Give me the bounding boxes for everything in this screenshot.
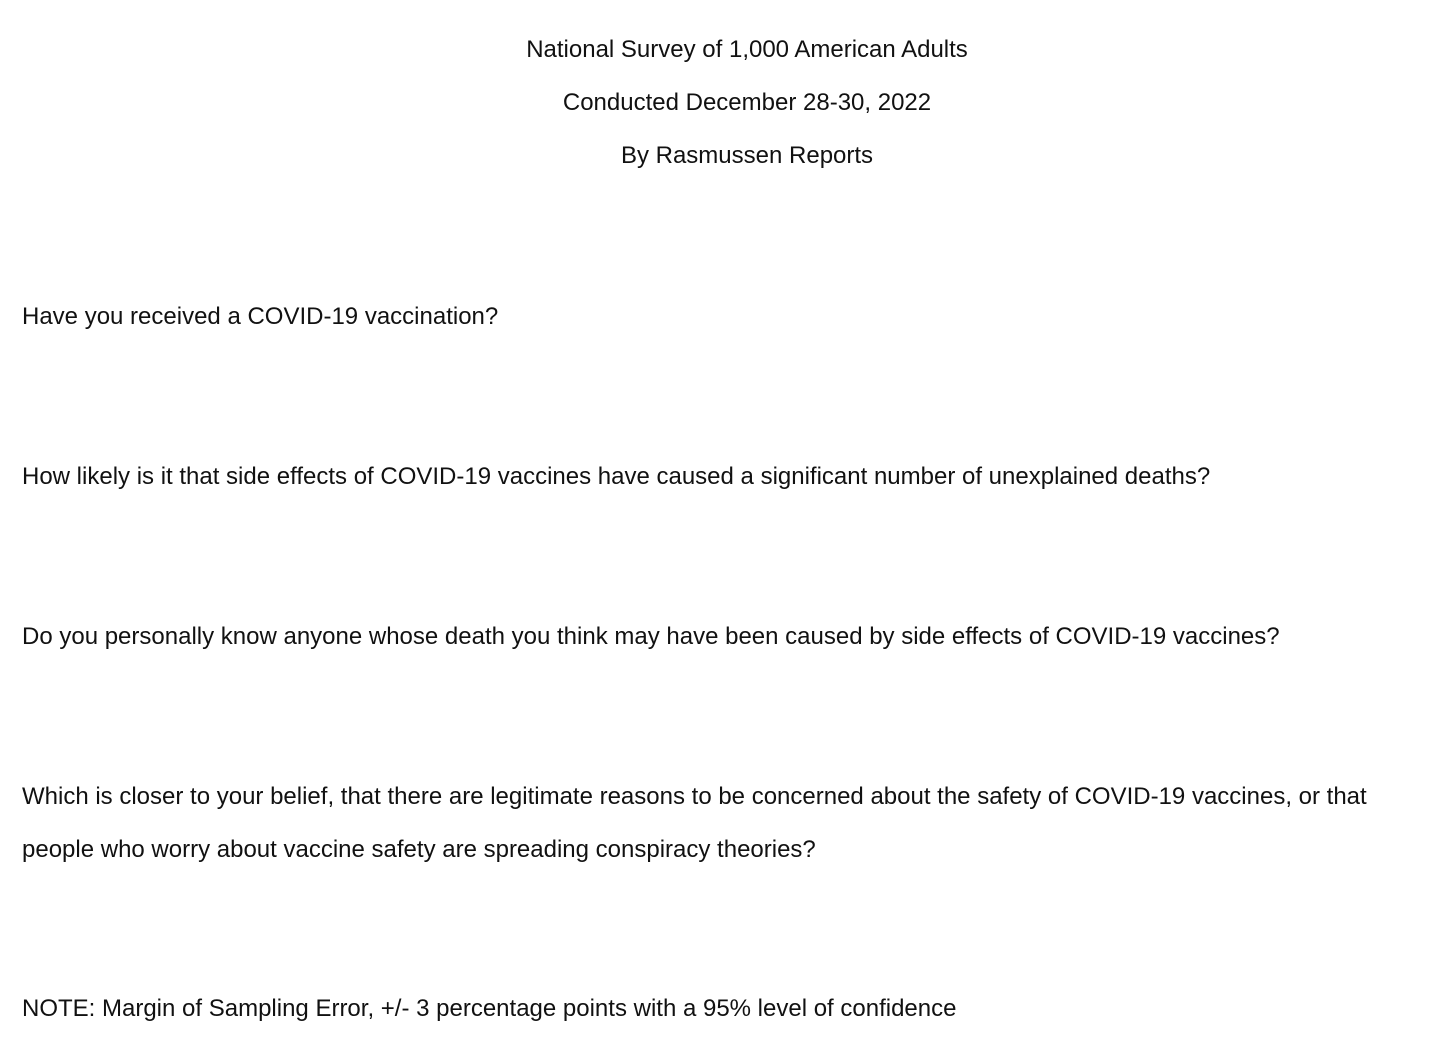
sampling-error-note: NOTE: Margin of Sampling Error, +/- 3 percentage points with a 95% level of confidence (22, 995, 957, 1022)
survey-author: By Rasmussen Reports (620, 142, 874, 169)
survey-dates: Conducted December 28-30, 2022 (562, 89, 932, 116)
question-4: Which is closer to your belief, that there are legitimate reasons to be concerned about the safety of COVID-19 vaccines, or that people who worry about vaccine safety are spreading conspiracy theories? (22, 783, 1367, 863)
question-1: Have you received a COVID-19 vaccination? (22, 303, 499, 330)
survey-title: National Survey of 1,000 American Adults (526, 36, 968, 63)
survey-header (0, 23, 1456, 182)
question-3: Do you personally know anyone whose death you think may have been caused by side effects of COVID-19 vaccines? (22, 623, 1280, 650)
question-2: How likely is it that side effects of COVID-19 vaccines have caused a significant number of unexplained deaths? (22, 463, 1211, 490)
